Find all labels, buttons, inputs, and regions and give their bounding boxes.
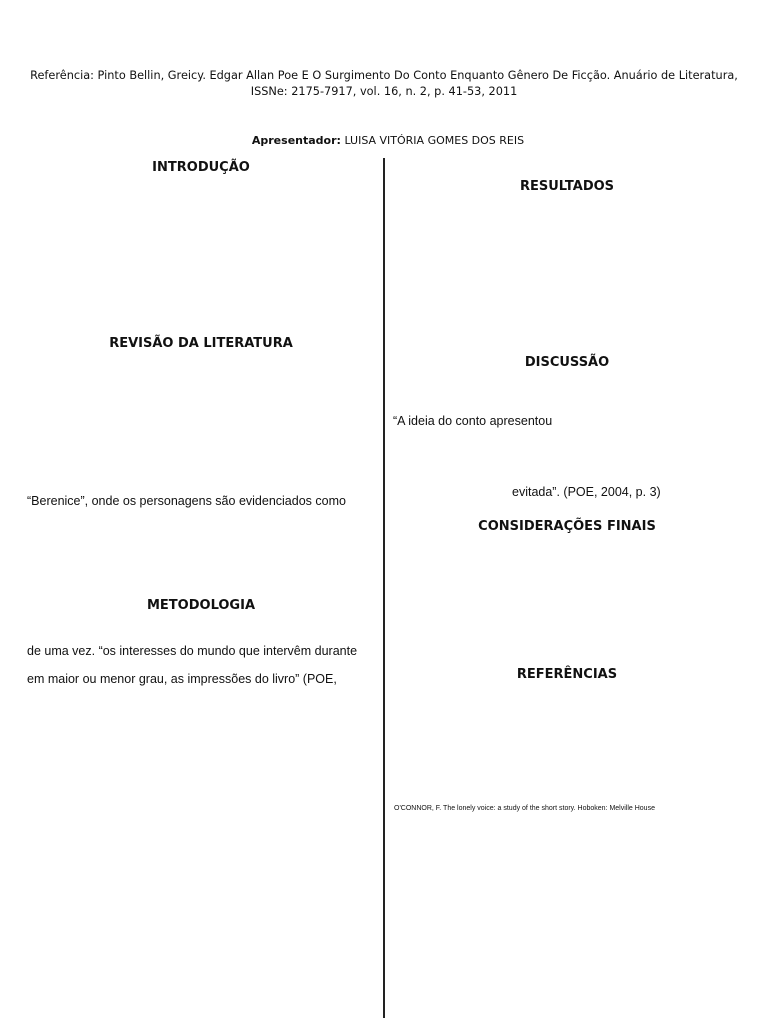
discussao-text-line-1: “A ideia do conto apresentou (393, 414, 553, 428)
discussao-text-line-2: evitada”. (POE, 2004, p. 3) (512, 485, 661, 499)
citation-line-1: Referência: Pinto Bellin, Greicy. Edgar Allan Poe E O Surgimento Do Conto Enquanto Gênero De Ficção. Anuário de Literatura, (30, 69, 738, 82)
presenter-name: LUISA VITÓRIA GOMES DOS REIS (344, 134, 525, 147)
heading-resultados: RESULTADOS (519, 179, 615, 194)
citation-line-2: ISSNe: 2175-7917, vol. 16, n. 2, p. 41-53, 2011 (250, 85, 518, 98)
heading-metodologia: METODOLOGIA (146, 598, 256, 613)
heading-introducao: INTRODUÇÃO (152, 160, 250, 175)
presenter-line (0, 134, 768, 148)
heading-revisao: REVISÃO DA LITERATURA (109, 336, 293, 351)
reference-entry: O'CONNOR, F. The lonely voice: a study of the short story. Hoboken: Melville House (394, 805, 655, 812)
revisao-text: “Berenice”, onde os personagens são evidenciados como (27, 494, 346, 508)
citation-header (20, 68, 748, 100)
heading-consideracoes-finais: CONSIDERAÇÕES FINAIS (478, 519, 656, 534)
metodologia-text-line-2: em maior ou menor grau, as impressões do livro” (POE, (27, 672, 337, 686)
column-divider (383, 158, 385, 1018)
heading-discussao: DISCUSSÃO (524, 355, 610, 370)
metodologia-text-line-1: de uma vez. “os interesses do mundo que intervêm durante (27, 644, 358, 658)
presenter-label: Apresentador: (251, 134, 341, 147)
heading-referencias: REFERÊNCIAS (516, 667, 618, 682)
